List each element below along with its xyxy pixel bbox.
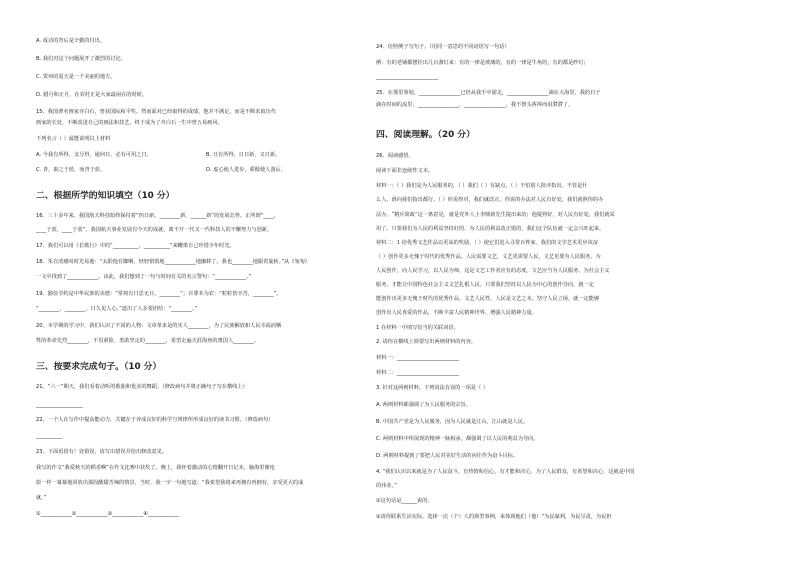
question-16-cont: ____于蓝，____于蓝”，我国航天事业发展有今天的成就，离不开一代又一代科技人的不懈努力与创新。: [36, 227, 273, 233]
question-15: 15、我国著名画家齐白石，曾获国际和平奖。然而面对已经取得的成绩，他并不满足，而是不断求取历代: [36, 109, 277, 115]
material-1-line-1: 材料一：（ ）我们是为人民服务的，（ ）我们（ ）有缺点，（ ）不怕别人批评指出。不管是什: [376, 183, 588, 189]
option-3-c: C. 两则材料中所展现的精神一脉相承，都强调了以人民的利益为导向。: [376, 436, 539, 442]
answer-line-24[interactable]: ________________________: [376, 74, 439, 80]
section-3-heading: 三、按要求完成句子。（10 分）: [36, 362, 162, 372]
subquestion-4-2: ②请你联系生活实际，选择一次（个）人的典型事例，来体现他们（他）“为民谋利，为民尽责，为民担: [376, 514, 612, 520]
question-18: 18、朱自清感叹时光易逝：“太阳他有脚啊，轻轻悄悄地____________地挪移了，我也________地跟着旋转。”从《匆匆》: [36, 259, 310, 265]
answer-line-22[interactable]: __________: [36, 433, 62, 439]
material-2-line-3: 人民创作，向人民学习，以人民为师，这是文艺工作者应有的态度。文艺应当为人民服务、为社会主义: [376, 268, 610, 274]
question-24-example: 例：有的老铺都摆挂出几百盏灯来：有的一律是玻璃的，有的一律是牛角的，有的都是纱灯；: [376, 60, 589, 66]
option-15-b: B. 日有所得，日日新，又日新。: [206, 152, 281, 158]
question-20: 20、本学期的学习中，我们认识了不同的人物：文章革求是的实人________，为了民族解放和人民幸福而牺: [36, 323, 282, 329]
subquestion-4-1: ①这句话是______说的。: [376, 498, 433, 504]
option-d: D. 腊月和正月，在农村正是大家最闲在的时候。: [36, 92, 148, 98]
subquestion-4-cont: 的伟业。”: [376, 483, 397, 489]
question-24: 24、仿照例子写句子。（用同一意思的不同词语写一句话）: [376, 44, 510, 50]
question-16: 16、三十多年来，我国航天科技始终保持着“四日新，________新，______新”的发展态势。正所谓“____，: [36, 213, 279, 219]
question-19-cont: “________，________，日久见人心。”道出了人多要团结：“________。”: [36, 306, 198, 312]
option-3-a: A. 两则材料都强调了为人民服务的宗旨。: [376, 402, 471, 408]
question-23-text-cont: 影一样一幕幕地回放出那段酸甜苦辣的情景，当时，我一字一句地写道：“我希望我将来再拥有再拥有，享受更大的成: [36, 480, 304, 486]
subquestion-2: 2. 请你在横线上简要写出两则材料的内容。: [376, 339, 476, 345]
material-2-answer-line[interactable]: 材料二：________________________: [376, 370, 460, 376]
material-2-line-4: 服务，才能让中国特色社会主义文艺扎根人民。只要我们坚持以人民为中心的创作导向，就一定: [376, 282, 594, 288]
material-2-line-6: 创作出人民喜爱的作品，不断丰富人民精神世界，增强人民精神力量。: [376, 310, 537, 316]
subquestion-4: 4. “我们认识以来就是为了人民奋斗，有热情和信心，有才能和决心，为了人民群众，有希望和决心，这就是中国: [376, 469, 635, 475]
question-20-cont: 牲的革命先烈________，不畏艰险、勇敢坚定的________，希望走遍天涯海角的奥国人________。: [36, 338, 260, 344]
question-23: 23、下面语段有！处错误，请写出错误并给出修改意见。: [36, 449, 168, 455]
option-15-d: D. 虚心使人进步，骄傲使人落后。: [206, 167, 286, 173]
question-15-prompt: 下列名言（ ）最能说明以上材料: [36, 136, 111, 142]
reading-instruction: 阅读下面非连续性文本。: [376, 168, 434, 174]
question-18-cont: 一文中找到了____________。由此，我们想到了一句与时间有关的名言警句：“____________。”: [36, 274, 252, 280]
section-2-heading: 二、根据所学的知识填空（10 分）: [36, 191, 175, 201]
option-c: C. 贺州的夏天是一个美丽的地方。: [36, 74, 116, 80]
question-22: 22、一个人在写作中提高能动力，关键在于养成良好的科学与规律所形成良好的读书习惯。（修改病句）: [36, 417, 274, 423]
material-1-line-2: 么人，谁向我们指出都行。（ ）你说得对，我们就改正。你说的办法对人民有好处，我们就照你的办: [376, 197, 604, 203]
material-2-line-2: （ ）创作更多无愧于时代的优秀作品。人民需要文艺，文艺更需要人民，文艺更要为人民服务。为: [376, 254, 601, 260]
question-19: 19、勤俭节约是中华民族的美德：“常将有日思无日，________”；百尊本为农：“粒粒皆辛苦，________”。: [36, 291, 282, 297]
subquestion-1: 1 在材料一中填写恰当的关联词语。: [376, 325, 459, 331]
question-23-text-end: 就。”: [36, 495, 47, 501]
question-15-cont: 画家的长处，不断改进自己的画法和技艺，终于成为了齐白石一生中曾五易画风。: [36, 120, 223, 126]
section-4-heading: 四、阅读理解。（20 分）: [376, 130, 475, 140]
question-26: 26、阅读感悟。: [376, 153, 414, 159]
material-1-line-4: 用了。只要我们为人民的利益坚持好的，为人民的利益改正错的，我们这个队伍就一定会兴旺起来。: [376, 226, 605, 232]
question-25-cont: 滴在时间的流里，________________，________________，我不禁头涔涔而泪潸潸了。: [376, 102, 574, 108]
question-21: 21、“六一”期天，我们看着动听的歌曲和优美的舞蹈。（修改病句并将正确句子写在横线上）: [36, 384, 248, 390]
question-25: 25、在那里筹划，________________已经从我手中溜走，________________滴在大海里，我的日子: [376, 90, 601, 96]
subquestion-3: 3. 针对这两则材料，下列说法有误的一项是（ ）: [376, 385, 488, 391]
material-2-line-5: 能创作出更多无愧于时代的优秀作品。文艺人民性，人民是文艺之本。坚守人民立场，就一定能够: [376, 296, 600, 302]
option-3-b: B. 中国共产党是为人民服务，因为人民就是江山，江山就是人民。: [376, 419, 529, 425]
option-b: B. 我们对这个问题展开了激烈的讨论。: [36, 56, 126, 62]
option-15-a: A. 今我有所得，支分得，通何日，必有可用之日。: [36, 152, 152, 158]
option-3-d: D. 两则材料提到了要把人民对美好生活的向往作为奋斗目标。: [376, 453, 519, 459]
material-1-line-3: 法办。“精兵简政”这一条意见，就是党外人士李鼎铭先生提出来的；他提得好，对人民有好处，我们就采: [376, 212, 615, 218]
option-15-c: C. 青，取之于蓝，而青于蓝。: [36, 167, 106, 173]
answer-line-21[interactable]: __________________: [36, 402, 83, 408]
material-1-answer-line[interactable]: 材料一：________________________: [376, 355, 460, 361]
material-2-line-1: 材料二：1 给优秀文艺作品以更高的奖励，（ ）使它们进入寻常百姓家。我们的文学艺术更应该奋: [376, 240, 598, 246]
answer-line-23[interactable]: ①____________②____________③____________④____________: [36, 511, 180, 517]
question-23-text: 我写的作文“我爱秋天的稻香啊”在作文比赛中获奖了。晚上，我怀着激动的心情翻开日记本，脑海里像电: [36, 465, 275, 471]
option-a: A. 成功的背后是辛勤的付出。: [36, 38, 106, 44]
question-17: 17、我们可以用《长歌行》中的“__________，__________”来鞭策自己珍惜少年时光。: [36, 243, 235, 249]
